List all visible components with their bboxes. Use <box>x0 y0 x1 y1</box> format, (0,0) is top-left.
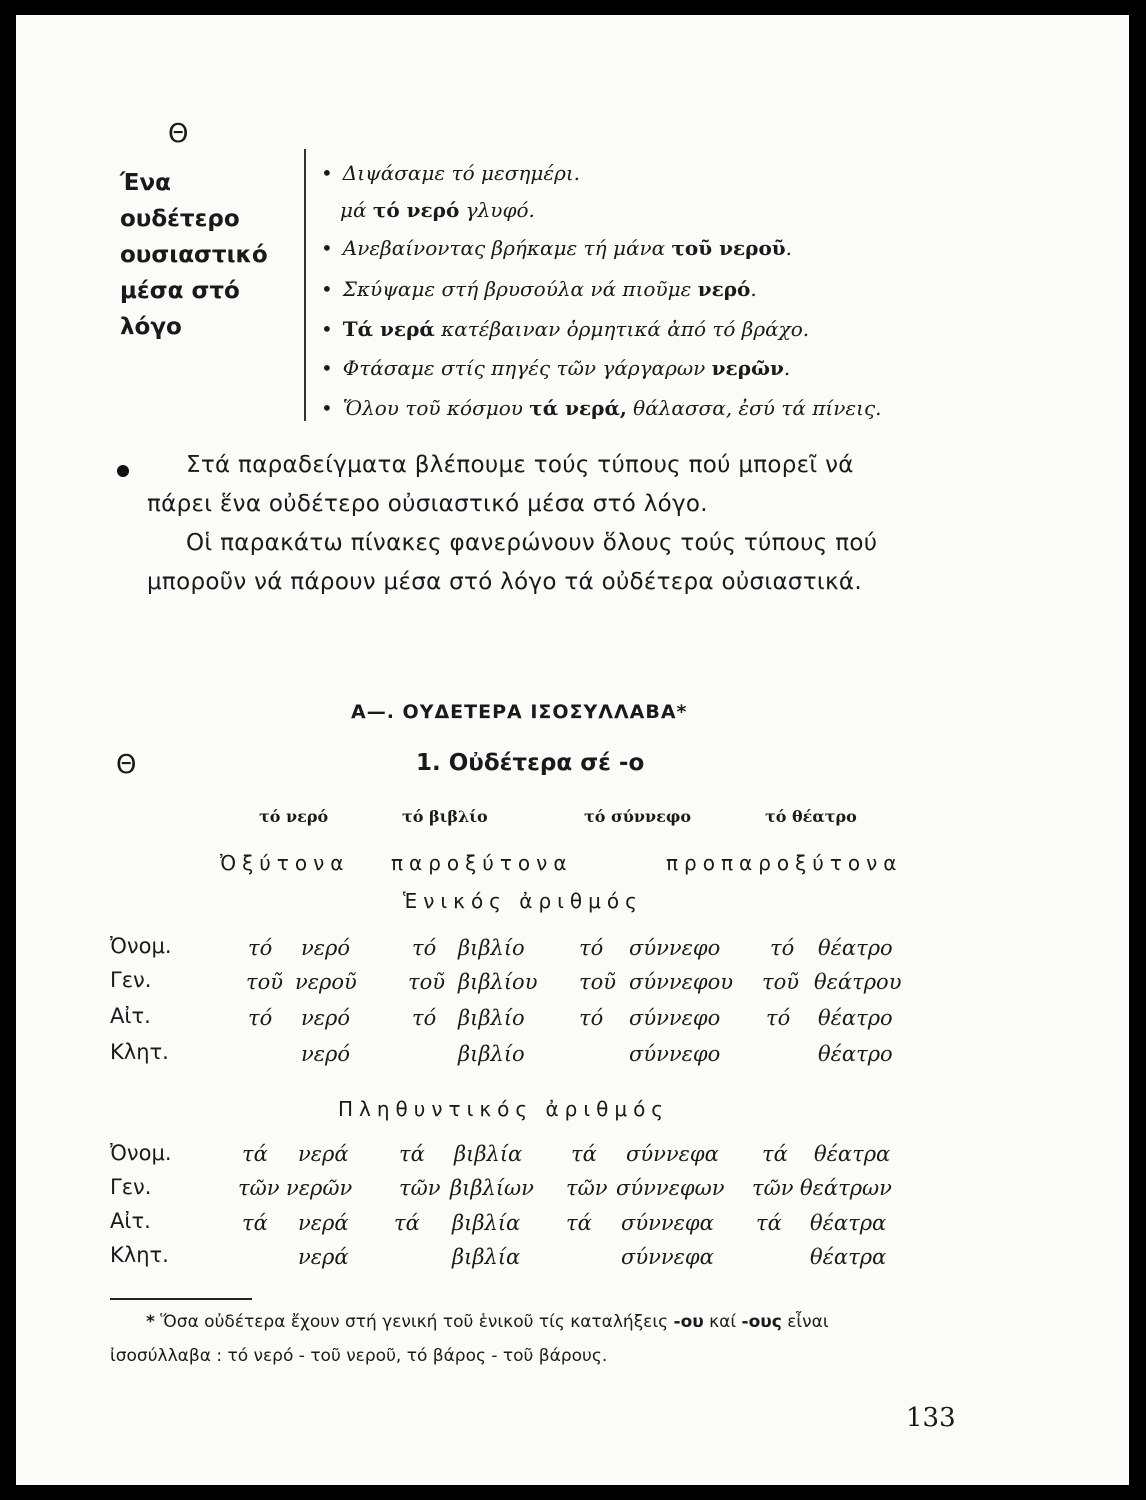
example-line: • Ανεβαίνοντας βρήκαμε τή μάνα τοῦ νεροῦ. <box>321 236 793 260</box>
case-label: Κλητ. <box>110 1040 169 1064</box>
article: τῶν <box>752 1176 794 1200</box>
paragraph-line: Οἱ παρακάτω πίνακες φανερώνουν ὅλους τούς τύπους πού <box>186 530 878 556</box>
example-line: μά τό νερό γλυφό. <box>340 198 535 222</box>
article: τό <box>579 936 604 960</box>
accent-type: προπαροξύτονα <box>666 851 903 875</box>
noun-form: νερό <box>301 936 351 960</box>
example-line: • Φτάσαμε στίς πηγές τῶν γάργαρων νερῶν. <box>321 356 791 380</box>
bullet-dot: • <box>321 317 333 341</box>
noun-form: βιβλία <box>452 1245 521 1269</box>
noun-form: σύννεφα <box>621 1245 714 1269</box>
noun-form: θέατρα <box>810 1245 887 1269</box>
accent-type: παροξύτονα <box>391 851 573 875</box>
noun-form: θέατρο <box>818 1042 893 1066</box>
section-title: Α—. ΟΥΔΕΤΕΡΑ ΙΣΟΣΥΛΛΑΒΑ* <box>351 701 688 723</box>
noun-form: βιβλίο <box>458 936 525 960</box>
case-label: Κλητ. <box>110 1243 169 1267</box>
noun-form: βιβλίο <box>458 1006 525 1030</box>
bullet-dot: • <box>321 396 333 420</box>
noun-form: θέατρο <box>818 1006 893 1030</box>
article: τά <box>242 1142 268 1166</box>
noun-form: σύννεφων <box>616 1176 725 1200</box>
example-word: τό βιβλίο <box>402 807 488 826</box>
article: τῶν <box>399 1176 441 1200</box>
noun-form: νεροῦ <box>295 970 357 994</box>
footnote-line: ἰσοσύλλαβα : τό νερό - τοῦ νεροῦ, τό βάρος - τοῦ βάρους. <box>110 1346 608 1366</box>
noun-form: σύννεφου <box>629 970 734 994</box>
article: τοῦ <box>762 970 800 994</box>
article: τό <box>766 1006 791 1030</box>
article: τῶν <box>566 1176 608 1200</box>
example-word: τό σύννεφο <box>584 807 691 826</box>
noun-form: νερά <box>298 1245 349 1269</box>
noun-form: νερά <box>298 1142 349 1166</box>
article: τό <box>770 936 795 960</box>
paragraph-line: μποροῦν νά πάρουν μέσα στό λόγο τά οὐδέτερα οὐσιαστικά. <box>147 569 862 595</box>
article: τά <box>394 1211 420 1235</box>
article: τά <box>242 1211 268 1235</box>
singular-title: Ἑνικός ἀριθμός <box>403 889 643 913</box>
noun-form: σύννεφο <box>629 936 721 960</box>
noun-form: σύννεφο <box>629 1006 721 1030</box>
sidebar-line: ουδέτερο <box>120 206 240 232</box>
article: τοῦ <box>579 970 617 994</box>
noun-form: θέατρα <box>810 1211 887 1235</box>
theta-symbol: Θ <box>116 750 137 780</box>
footnote-line: * Ὅσα οὐδέτερα ἔχουν στή γενική τοῦ ἑνικοῦ τίς καταλήξεις -ου καί -ους εἶναι <box>146 1312 829 1332</box>
bullet-dot: • <box>321 236 333 260</box>
sidebar-divider <box>304 149 306 421</box>
noun-form: σύννεφο <box>629 1042 721 1066</box>
noun-form: νερῶν <box>286 1176 353 1200</box>
noun-form: βιβλίων <box>450 1176 534 1200</box>
noun-form: θεάτρου <box>814 970 902 994</box>
article: τό <box>248 936 273 960</box>
sidebar-line: ουσιαστικό <box>120 242 268 268</box>
noun-form: βιβλίο <box>458 1042 525 1066</box>
page-number: 133 <box>906 1403 956 1433</box>
noun-form: νερά <box>298 1211 349 1235</box>
article: τό <box>412 1006 437 1030</box>
example-line: • Σκύψαμε στή βρυσούλα νά πιοῦμε νερό. <box>321 277 757 301</box>
example-word: τό νερό <box>259 807 329 826</box>
case-label: Αἰτ. <box>110 1004 151 1028</box>
example-line: • Τά νερά κατέβαιναν ὁρμητικά ἀπό τό βράχο. <box>321 317 810 341</box>
noun-form: βιβλία <box>452 1211 521 1235</box>
sidebar-line: μέσα στό <box>120 278 240 304</box>
example-line: • Ὅλου τοῦ κόσμου τά νερά, θάλασσα, ἐσύ τά πίνεις. <box>321 396 882 420</box>
case-label: Γεν. <box>110 968 152 992</box>
noun-form: νερό <box>301 1042 351 1066</box>
article: τοῦ <box>246 970 284 994</box>
noun-form: σύννεφα <box>626 1142 719 1166</box>
sidebar-line: λόγο <box>120 314 182 340</box>
bullet-dot: • <box>321 356 333 380</box>
paragraph-line: Στά παραδείγματα βλέπουμε τούς τύπους πού μπορεῖ νά <box>186 452 854 478</box>
article: τά <box>762 1142 788 1166</box>
sidebar-line: Ένα <box>120 170 171 196</box>
sidebar-heading <box>120 165 268 345</box>
article: τό <box>248 1006 273 1030</box>
bullet-dot: • <box>321 277 333 301</box>
article: τό <box>412 936 437 960</box>
case-label: Ὀνομ. <box>110 934 172 958</box>
noun-form: θέατρα <box>814 1142 891 1166</box>
accent-type: Ὀξύτονα <box>220 851 350 875</box>
case-label: Γεν. <box>110 1175 152 1199</box>
plural-title: Πληθυντικός ἀριθμός <box>338 1097 670 1121</box>
paragraph-line: πάρει ἕνα οὐδέτερο οὐσιαστικό μέσα στό λόγο. <box>147 491 708 517</box>
article: τά <box>571 1142 597 1166</box>
article: τά <box>756 1211 782 1235</box>
book-page <box>16 15 1129 1485</box>
subsection-title: 1. Οὐδέτερα σέ -ο <box>416 750 645 776</box>
article: τά <box>566 1211 592 1235</box>
paragraph-bullet <box>117 465 129 477</box>
noun-form: θεάτρων <box>800 1176 892 1200</box>
noun-form: βιβλίου <box>458 970 538 994</box>
bullet-dot: • <box>321 161 333 185</box>
example-word: τό θέατρο <box>765 807 857 826</box>
case-label: Αἰτ. <box>110 1209 151 1233</box>
article: τό <box>579 1006 604 1030</box>
article: τά <box>399 1142 425 1166</box>
noun-form: σύννεφα <box>621 1211 714 1235</box>
footnote-rule <box>110 1298 252 1300</box>
noun-form: νερό <box>301 1006 351 1030</box>
theta-symbol: Θ <box>168 119 189 149</box>
noun-form: θέατρο <box>818 936 893 960</box>
footnote-asterisk: * <box>146 1312 155 1332</box>
noun-form: βιβλία <box>454 1142 523 1166</box>
case-label: Ὀνομ. <box>110 1141 172 1165</box>
example-line: • Διψάσαμε τό μεσημέρι. <box>321 161 581 185</box>
article: τοῦ <box>408 970 446 994</box>
article: τῶν <box>238 1176 280 1200</box>
